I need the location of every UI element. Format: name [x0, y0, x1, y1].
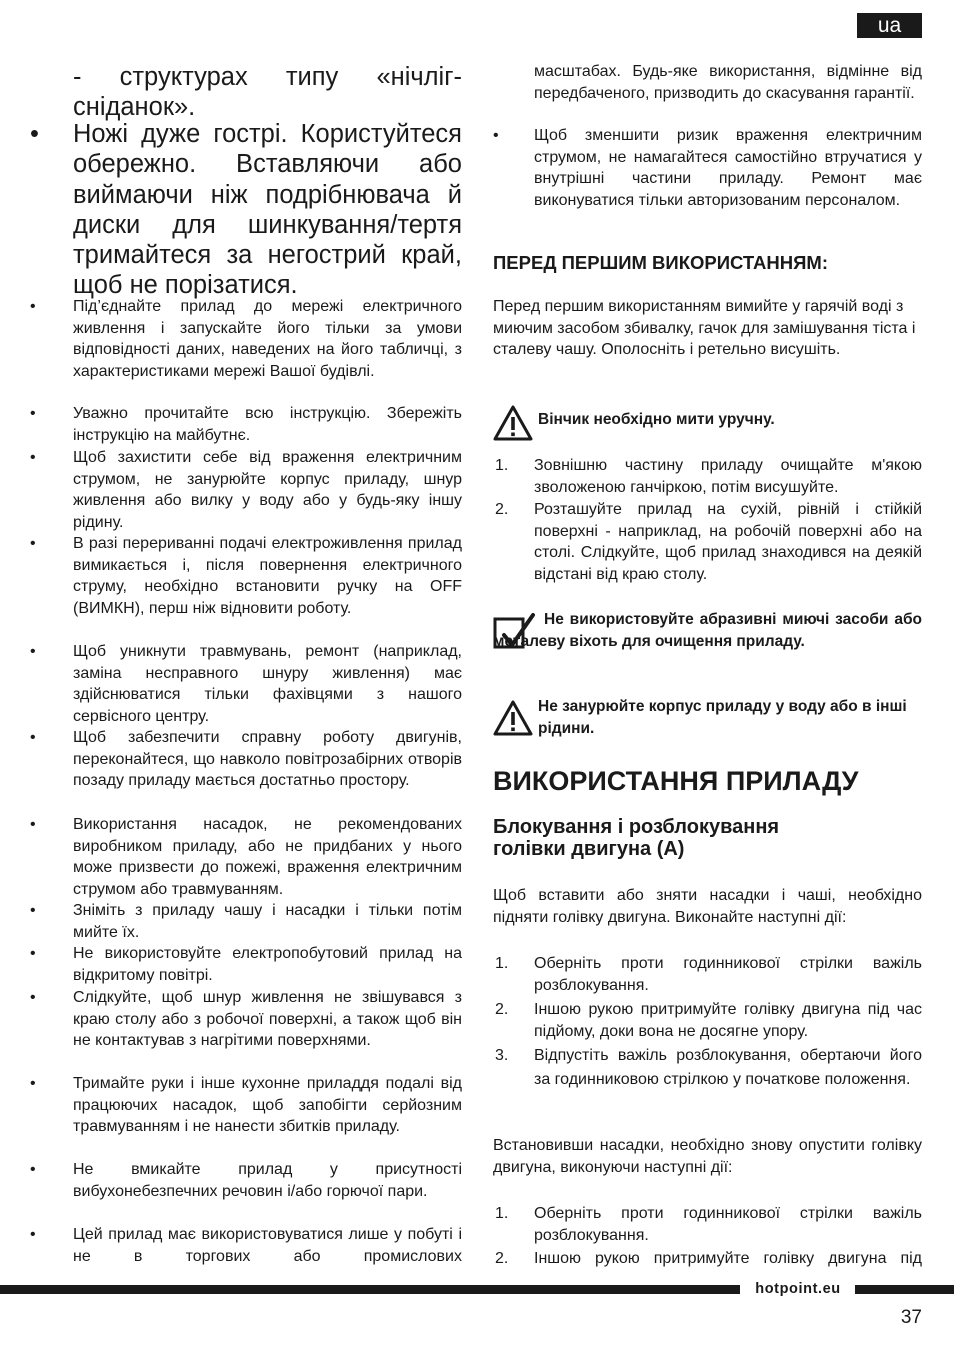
step-number: 1.	[495, 955, 509, 972]
continuation-text: - структурах типу «нічліг-сніданок».	[73, 63, 462, 122]
list-item	[30, 1224, 462, 1267]
list-item	[30, 987, 462, 1052]
warning-text: Вінчик необхідно мити уручну.	[538, 411, 775, 428]
paragraph: Щоб вставити або зняти насадки і чаші, необхідно підняти голівку двигуна. Виконайте наступні дії:	[493, 887, 922, 926]
step-number: 1.	[495, 1205, 509, 1222]
list-item-text: Щоб уникнути травмувань, ремонт (наприклад, заміна несправного шнуру живлення) має здійснюватися тільки фахівцями з нашого сервісного центру.	[73, 643, 462, 725]
language-badge: ua	[857, 13, 922, 38]
list-item	[30, 1073, 462, 1138]
list-item-text: Під’єднайте прилад до мережі електричного живлення і запускайте його тільки за умови відповідності даних, наведених на його табличці, з характеристиками мережі Вашої будівлі.	[73, 298, 462, 380]
list-item	[30, 447, 462, 533]
bullet: •	[30, 1075, 36, 1092]
list-item-text: Не використовуйте електропобутовий прилад на відкритому повітрі.	[73, 945, 462, 984]
warning-triangle-icon	[493, 405, 533, 448]
list-item-text: Оберніть проти годинникової стрілки важіль розблокування.	[534, 955, 922, 994]
paragraph: Встановивши насадки, необхідно знову опустити голівку двигуна, виконуючи наступні дії:	[493, 1137, 922, 1176]
page-number: 37	[900, 1307, 922, 1328]
list-item-text: Щоб захистити себе від враження електричним струмом, не занурюйте корпус приладу, шнур живлення або вилку у воду або у будь-яку іншу рідину.	[73, 449, 462, 531]
list-item	[30, 641, 462, 727]
bullet: •	[30, 643, 36, 660]
list-item	[30, 814, 462, 900]
warning-triangle-icon	[493, 700, 533, 743]
list-item-text: Не вмикайте прилад у присутності вибухонебезпечних речовин і/або горючої пари.	[73, 1161, 462, 1200]
list-item	[493, 953, 922, 996]
list-item	[493, 1044, 922, 1091]
continuation-text: масштабах. Будь-яке використання, відмінне від передбаченого, призводить до скасування гарантії.	[534, 63, 922, 102]
step-number: 2.	[495, 1250, 509, 1267]
knife-warning-item	[30, 119, 462, 301]
list-item	[30, 900, 462, 943]
step-number: 2.	[495, 501, 509, 518]
list-item	[30, 1159, 462, 1202]
list-item	[493, 1248, 922, 1270]
list-item	[493, 499, 922, 585]
caution-text: Не використовуйте абразивні миючі засоби або металеву віхоть для очищення приладу.	[493, 611, 922, 650]
bullet: •	[30, 816, 36, 833]
list-item-text: Уважно прочитайте всю інструкцію. Збережіть інструкцію на майбутнє.	[73, 405, 462, 444]
list-item-text: Зовнішню частину приладу очищайте м'якою зволоженою ганчіркою, потім висушуйте.	[534, 457, 922, 496]
bullet: •	[30, 729, 36, 746]
list-item-text: Розташуйте прилад на сухій, рівній і стійкій поверхні - наприклад, на робочій поверхні або на столі. Слідкуйте, щоб прилад знаходився на деякій відстані від краю столу.	[534, 501, 922, 583]
subsection-heading-motor-head-lock: Блокування і розблокування голівки двигуна (A)	[493, 816, 780, 860]
bullet: •	[30, 989, 36, 1006]
paragraph: Перед першим використанням вимийте у гарячій воді з миючим засобом збивалку, гачок для замішування тіста і сталеву чашу. Ополосніть і ретельно висушіть.	[493, 298, 916, 358]
list-item-text: Іншою рукою притримуйте голівку двигуна під час підйому, доки вона не досягне упору.	[534, 1001, 922, 1040]
list-item-text: Оберніть проти годинникової стрілки важіль розблокування.	[534, 1205, 922, 1244]
list-item-text: Тримайте руки і інше кухонне приладдя подалі від працюючих насадок, щоб запобігти серйозним травмуванням і не нанести збитків приладу.	[73, 1075, 462, 1135]
list-item-text: Іншою рукою притримуйте голівку двигуна під	[534, 1250, 922, 1267]
list-item	[493, 125, 922, 211]
bullet: •	[30, 945, 36, 962]
section-heading-before-first-use: ПЕРЕД ПЕРШИМ ВИКОРИСТАННЯМ:	[493, 252, 829, 273]
brand-text: hotpoint.eu	[755, 1281, 841, 1297]
continuation-big	[30, 62, 462, 123]
caution-notice	[493, 609, 922, 652]
footer-rule-right	[855, 1285, 954, 1294]
list-item	[493, 1203, 922, 1246]
footer-rule-left	[0, 1285, 740, 1294]
bullet: •	[30, 405, 36, 422]
list-item	[493, 455, 922, 498]
list-item	[30, 727, 462, 792]
bullet: •	[30, 902, 36, 919]
bullet: •	[30, 1226, 36, 1243]
checkbox-icon	[493, 613, 537, 658]
list-item	[30, 943, 462, 986]
list-item-text: Зніміть з приладу чашу і насадки і тільки потім мийте їх.	[73, 902, 462, 941]
list-item-text: Щоб забезпечити справну роботу двигунів, переконайтеся, що навколо повітрозабірних отворів позаду приладу мається достатньо простору.	[73, 729, 462, 789]
list-item-text: В разі перериванні подачі електроживлення прилад вимикається і, після повернення електричного струму, необхідно встановити ручку на OFF (ВИМКН), перш ніж відновити роботу.	[73, 535, 462, 617]
warning-text: Не занурюйте корпус приладу у воду або в інші рідини.	[538, 698, 907, 737]
list-item-text: Цей прилад має використовуватися лише у побуті і не в торгових або промислових	[73, 1226, 462, 1265]
step-number: 3.	[495, 1047, 509, 1064]
list-item	[493, 999, 922, 1042]
bullet: •	[30, 120, 39, 148]
section-heading-using-appliance: ВИКОРИСТАННЯ ПРИЛАДУ	[493, 766, 859, 796]
list-item	[30, 403, 462, 446]
bullet: •	[30, 298, 36, 315]
knife-warning-text: Ножі дуже гострі. Користуйтеся обережно. Вставляючи або виймаючи ніж подрібнювача й диски для шинкування/тертя тримайтеся за негострий край, щоб не порізатися.	[73, 120, 462, 300]
list-item-text: Щоб зменшити ризик враження електричним струмом, не намагайтеся самостійно втручатися у внутрішні частини приладу. Ремонт має виконуватися тільки авторизованим персоналом.	[534, 127, 922, 209]
warning-notice	[493, 405, 922, 431]
bullet: •	[30, 449, 36, 466]
bullet: •	[30, 1161, 36, 1178]
step-number: 1.	[495, 457, 509, 474]
continuation-item	[493, 61, 922, 104]
step-number: 2.	[495, 1001, 509, 1018]
bullet: •	[493, 127, 499, 144]
list-item-text: Слідкуйте, щоб шнур живлення не звішувався з краю столу або з робочої поверхні, а також щоб він не контактував з нагрітими поверхнями.	[73, 989, 462, 1049]
bullet: •	[30, 535, 36, 552]
list-item	[30, 296, 462, 382]
warning-notice	[493, 696, 922, 739]
list-item-text: Використання насадок, не рекомендованих виробником приладу, або не придбаних у нього може призвести до пожежі, враження електричним струмом або травмуванням.	[73, 816, 462, 898]
list-item-text: Відпустіть важіль розблокування, обертаючи його за годинниковою стрілкою у початкове положення.	[534, 1047, 922, 1088]
list-item	[30, 533, 462, 619]
